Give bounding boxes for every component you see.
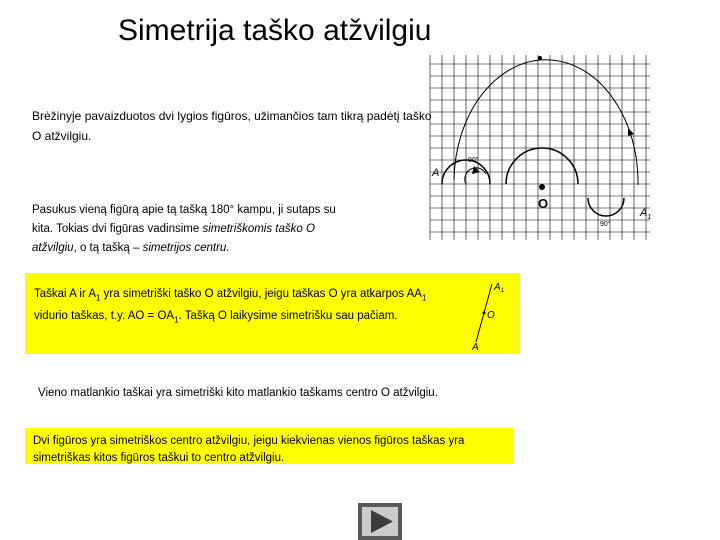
rotation-line-1: Pasukus vieną figūrą apie tą tašką 180° kampu, ji sutaps su — [32, 204, 336, 216]
angle-label-top: 90° — [468, 157, 479, 164]
rotation-text — [32, 201, 392, 258]
sp-part-4: . Tašką O laikysime simetrišku sau pačiam. — [178, 310, 398, 323]
sp-part-3: vidurio taškas, t.y. AO = OA — [34, 310, 175, 323]
rotation-term-3: simetrijos centru. — [142, 242, 230, 254]
segment-label-a: A — [472, 342, 479, 352]
symmetric-points-text — [34, 285, 464, 330]
rotation-term-1: simetriškomis taško O — [202, 223, 315, 235]
segment-diagram — [460, 278, 520, 352]
segment-label-o: O — [487, 310, 495, 321]
sp-part-1: Taškai A ir A — [34, 288, 97, 300]
next-button[interactable] — [358, 503, 402, 540]
angle-label-bottom: 90° — [600, 221, 611, 228]
next-button-face — [362, 507, 398, 536]
rotation-term-2: atžvilgiu — [32, 242, 74, 254]
definition-text: Dvi figūros yra simetriškos centro atžvilgiu, jeigu kiekvienas vienos figūros taškas yra simetriškas kitos figūros taškui to centro atžvilgiu. — [33, 435, 465, 464]
centre-sentence: Vieno matlankio taškai yra simetriški kito matlankio taškams centro O atžvilgiu. — [38, 387, 438, 399]
play-triangle-icon — [362, 507, 398, 536]
sp-sub-3: 1 — [174, 315, 179, 325]
rotation-line-2: kita. Tokias dvi figūras vadinsime — [32, 223, 203, 235]
label-a: A — [432, 167, 440, 179]
sp-sub-1: 1 — [96, 293, 101, 303]
label-o: O — [538, 196, 549, 211]
sp-sub-2: 1 — [421, 293, 427, 303]
rotation-line-3: , o tą tašką – — [73, 242, 143, 254]
intro-text: Brėžinyje pavaizduotos dvi lygios figūros, užimančios tam tikrą padėtį taško O atžvilgiu. — [32, 109, 432, 143]
symmetry-grid-diagram — [420, 50, 660, 240]
label-a1: $A_1$ — [640, 207, 652, 221]
page-title: Simetrija taško atžvilgiu — [118, 14, 432, 47]
sp-part-2: yra simetriški taško O atžvilgiu, jeigu taškas O yra atkarpos AA — [100, 288, 422, 300]
segment-label-a1: $A_1$ — [494, 282, 505, 294]
